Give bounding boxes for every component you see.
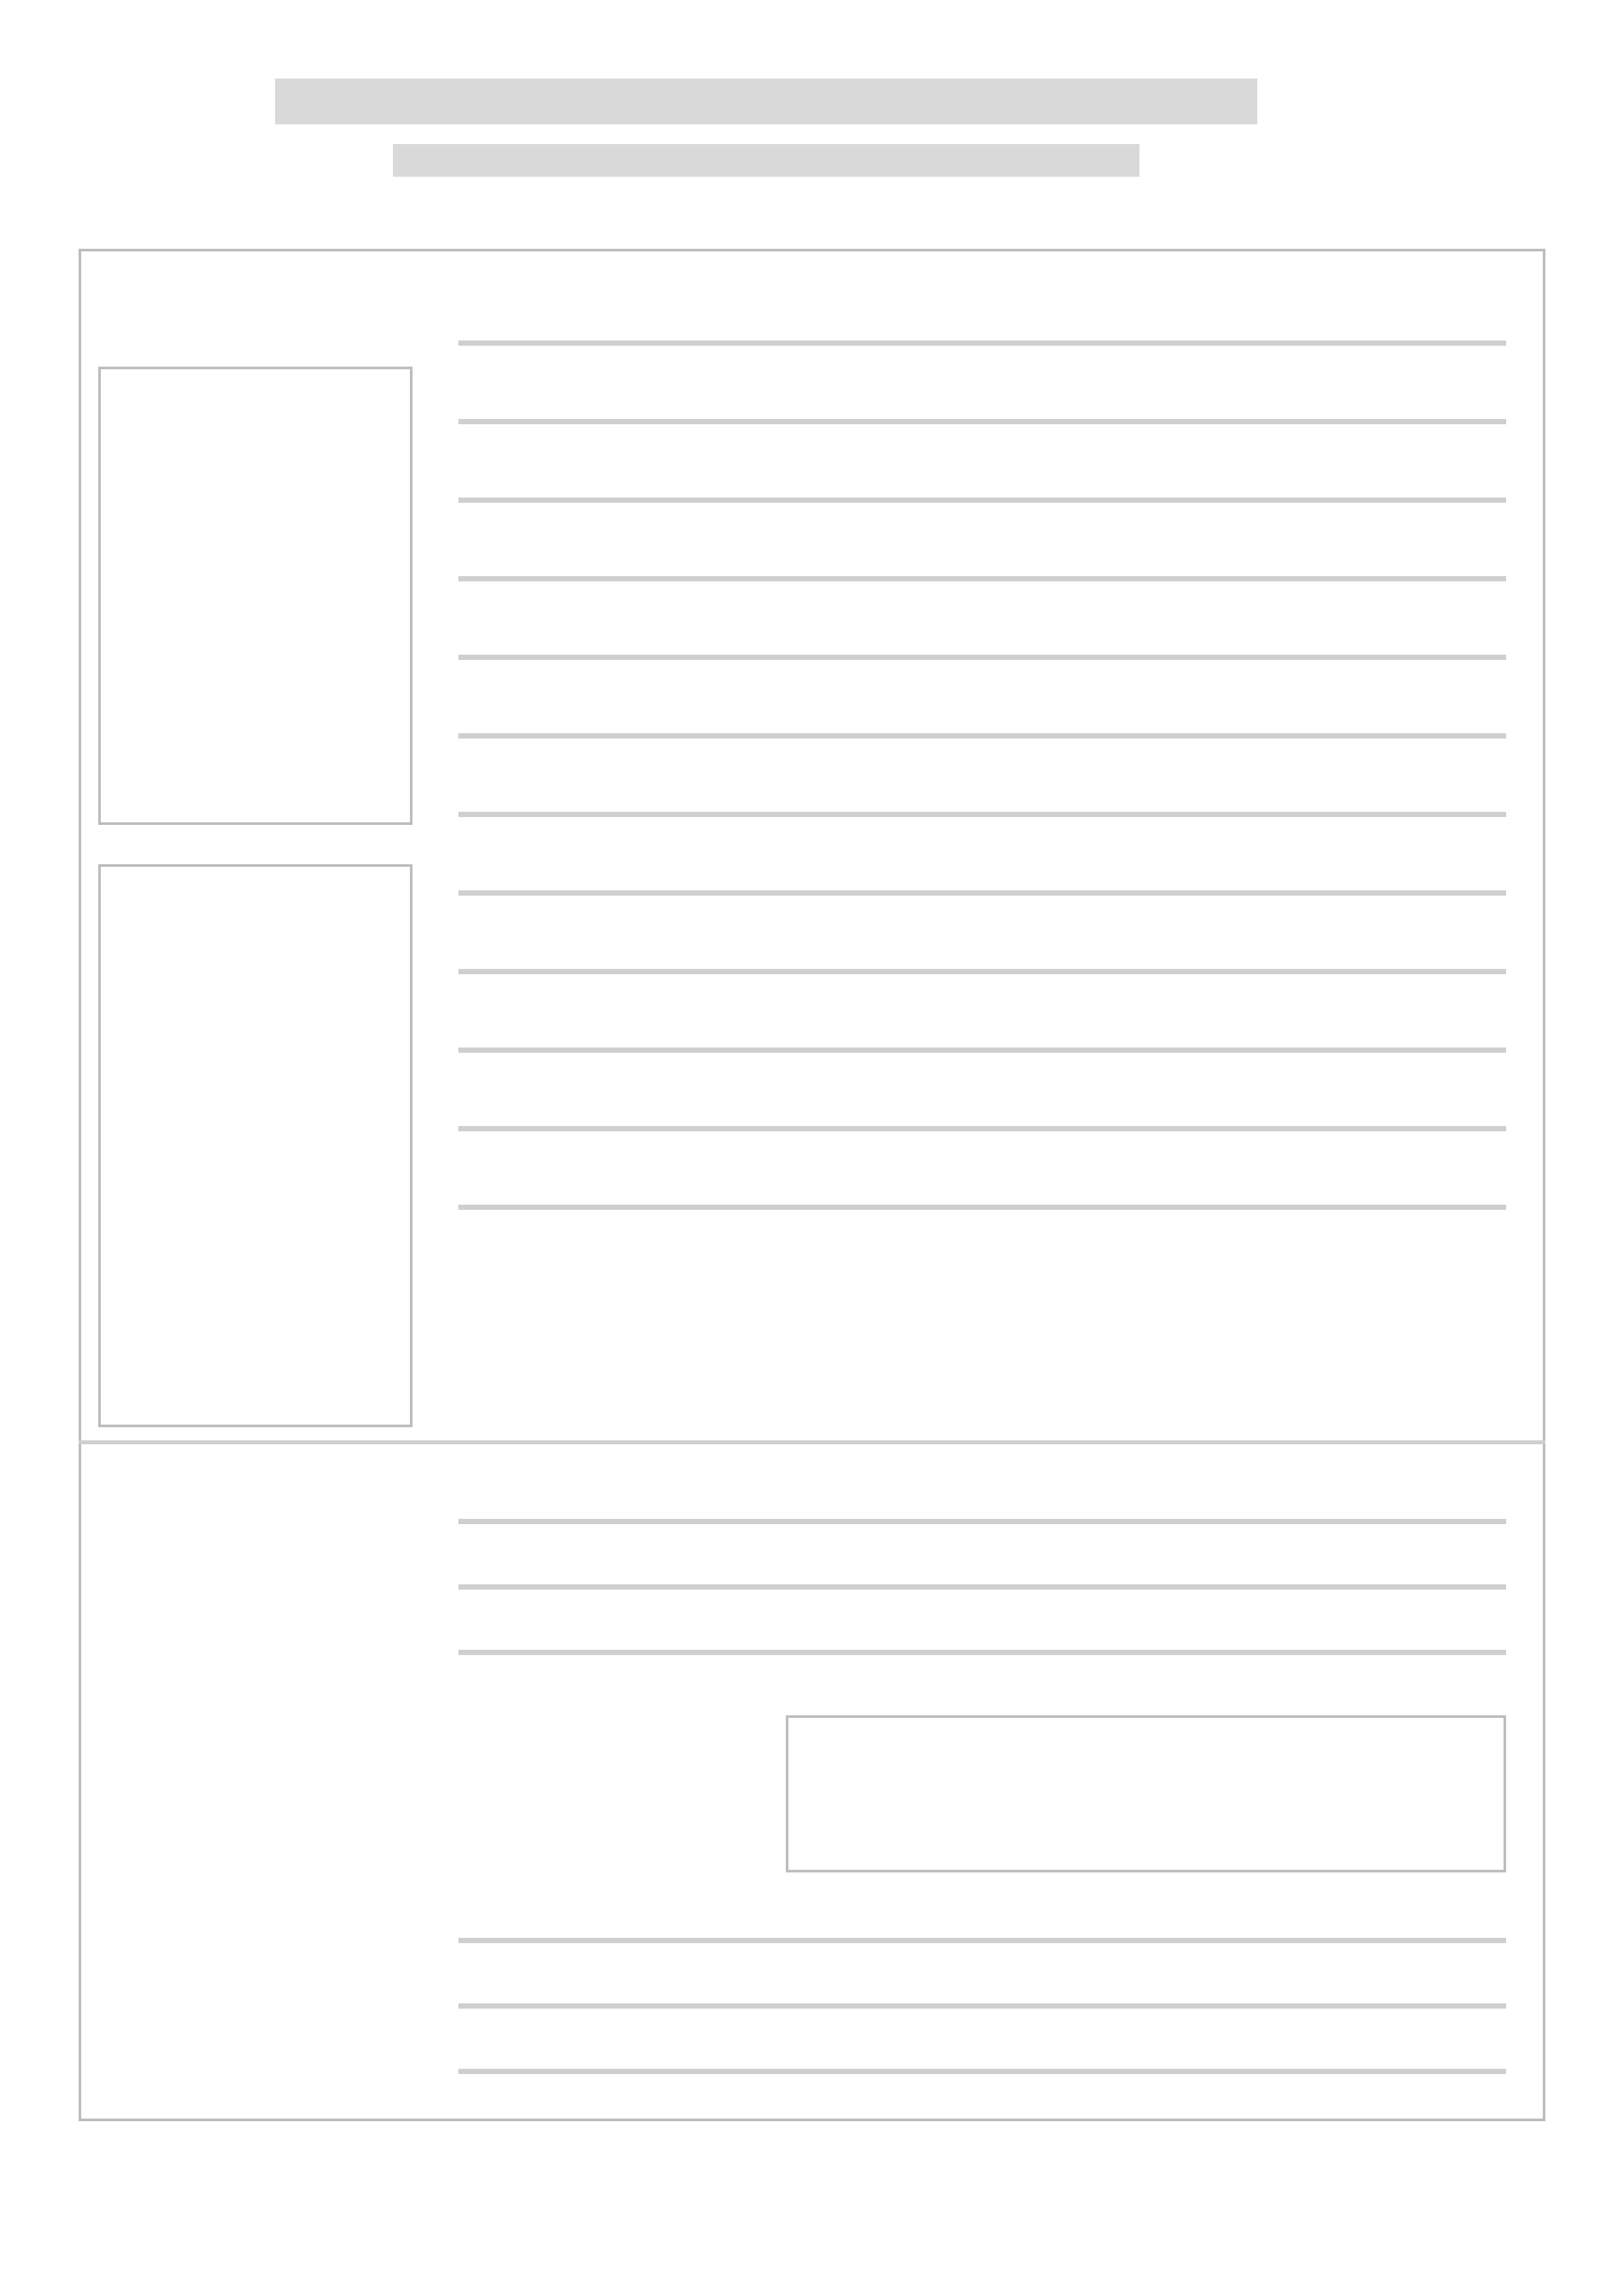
footer-placeholder: [458, 2003, 1506, 2009]
subtitle-placeholder: [393, 144, 1139, 177]
field-placeholder: [458, 1126, 1506, 1131]
field-placeholder: [458, 812, 1506, 817]
field-placeholder: [458, 969, 1506, 974]
section-divider-placeholder: [79, 1440, 1545, 1444]
declaration-placeholder: [458, 1584, 1506, 1590]
field-placeholder: [458, 733, 1506, 738]
photo-area-placeholder: [98, 367, 413, 825]
declaration-placeholder: [458, 1650, 1506, 1655]
field-placeholder: [458, 1205, 1506, 1210]
field-placeholder: [458, 419, 1506, 424]
field-placeholder: [458, 498, 1506, 503]
declaration-placeholder: [458, 1519, 1506, 1524]
footer-placeholder: [458, 1938, 1506, 1943]
field-placeholder: [458, 1048, 1506, 1053]
signature-area-placeholder: [786, 1715, 1506, 1872]
sidebar-text-placeholder: [98, 864, 413, 1427]
footer-placeholder: [458, 2069, 1506, 2074]
field-placeholder: [458, 890, 1506, 896]
title-placeholder: [275, 79, 1257, 124]
field-placeholder: [458, 655, 1506, 660]
field-placeholder: [458, 576, 1506, 581]
field-placeholder: [458, 340, 1506, 346]
